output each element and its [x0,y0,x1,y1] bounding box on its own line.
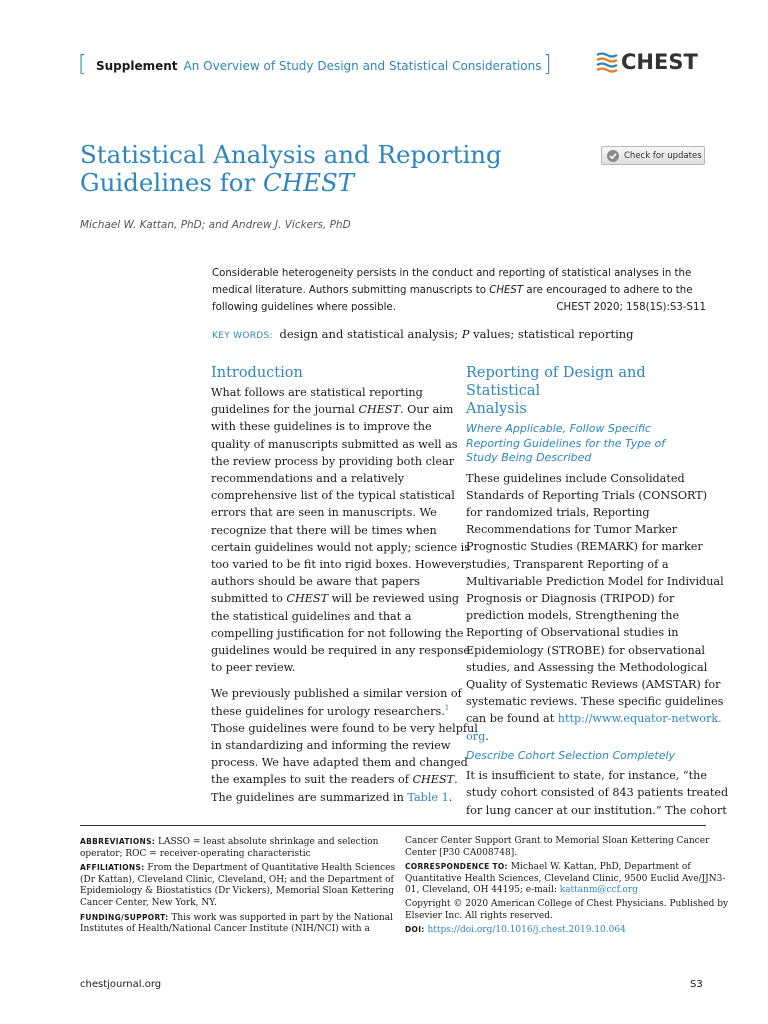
text-line: Where Applicable, Follow Specific [466,422,651,435]
text-line: for randomized trials, Reporting [466,505,650,519]
text-line: process. We have adapted them and changed [211,756,468,770]
chest-logo[interactable] [596,50,698,74]
text-line: prediction models, Strengthening the [466,609,680,623]
abstract-line: following guidelines where possible. CHEST 2020; 158(1S):S3-S11 [212,299,706,316]
journal-citation: CHEST 2020; 158(1S):S3-S11 [556,302,706,313]
equator-link-line: can be found at http://www.equator-network. [466,712,722,726]
abstract-line: Considerable heterogeneity persists in the conduct and reporting of statistical analyses in the [212,268,692,279]
text-line: authors should be aware that papers [211,575,421,589]
correspondence-note: CORRESPONDENCE TO: Michael W. Kattan, PhD, Department of [405,862,691,873]
text-line: study cohort consisted of 843 patients treated [466,786,729,800]
journal-website[interactable]: chestjournal.org [80,979,162,990]
author-list: Michael W. Kattan, PhD; and Andrew J. Vickers, PhD [80,219,351,231]
article-title [80,141,580,197]
text-line: These guidelines include Consolidated [466,471,685,485]
text-line: guidelines for the journal CHEST. Our aim [211,403,454,417]
text-line: Epidemiology & Biostatistics (Dr Vickers), Memorial Sloan Kettering [80,886,395,897]
introduction-paragraph-2: We previously published a similar version of these guidelines for urology researchers.$^1$ Those guidelines were found to be very helpful in standardizing and informing the review process. We have adapted them and changed the examples to suit the readers of CHEST. The guidelines are summarized in Table 1. [211,687,478,804]
reporting-paragraph-2 [466,767,729,819]
text-line: studies, and Assessing the Methodological [466,660,708,674]
introduction-paragraph-1 [211,384,471,676]
section-title[interactable]: An Overview of Study Design and Statistical Considerations [183,59,542,73]
keywords: KEY WORDS: design and statistical analysis; P values; statistical reporting [212,327,634,341]
text-line: Study Being Described [466,451,592,464]
text-line: Prognostic Studies (REMARK) for marker [466,540,703,554]
reporting-column: Reporting of Design and Statistical Analysis Where Applicable, Follow Specific Reporting Guidelines for the Type of Study Being Described These guidelines include Consolidated Standards of Reporting Trials (CONSORT) for randomized trials, Reporting Recommendations for Tumor Marker Prognostic Studies (REMARK) for marker studies, Transparent Reporting of a Multivariable Prediction Model for Individual Prognosis or Diagnosis (TRIPOD) for prediction models, Strengthening the Reporting of Observational studies in Epidemiology (STROBE) for observational studies, and Assessing the Methodological Quality of Systematic Reviews (AMSTAR) for systematic reviews. These specific guidelines can be found at http://www.equator-network. org. Describe Cohort Selection Completely It is insufficient to state, for instance, “the study cohort consisted of 843 patients treated for lung cancer at our institution.” The cohort [466,364,706,819]
text-line: in standardizing and informing the review [211,739,451,753]
text-line: the statistical guidelines and that a [211,609,412,623]
text-line: Cancer Center Support Grant to Memorial Sloan Kettering Cancer [405,836,710,846]
check-for-updates-button[interactable] [601,146,705,165]
text-line: to peer review. [211,661,296,675]
reporting-heading: Reporting of Design and Statistical Analysis [466,365,646,417]
text-line: Reporting Guidelines for the Type of [466,436,666,450]
text-line: certain guidelines would not apply; science is [211,540,470,554]
text-line: It is insufficient to state, for instance, “the [466,769,707,783]
text-line: studies, Transparent Reporting of a [466,557,669,571]
text-line: Standards of Reporting Trials (CONSORT) [466,488,708,502]
title-line-2: Guidelines for [80,168,263,197]
keywords-label: KEY WORDS: [212,331,273,341]
header-bracket-right: ] [543,52,552,77]
text-line: with these guidelines is to improve the [211,420,432,434]
page-number: S3 [690,979,703,990]
introduction-heading: Introduction [211,365,303,381]
text-line: comprehensive list of the typical statistical [211,489,455,503]
correspondence-email-link[interactable]: kattanm@ccf.org [559,885,638,896]
subheading-cohort-selection: Describe Cohort Selection Completely [466,748,676,762]
header-bracket-left: [ [78,52,87,77]
text-line: submitted to CHEST will be reviewed using [211,592,460,606]
text-line: recognize that there will be times when [211,523,437,537]
abstract-line: medical literature. Authors submitting manuscripts to CHEST are encouraged to adhere to the [212,285,693,296]
text-line: Those guidelines were found to be very helpful [211,721,478,735]
equator-network-link[interactable]: http://www.equator-network. [557,712,722,726]
footnotes-right: Cancer Center Support Grant to Memorial Sloan Kettering Cancer Center [P30 CA008748]. CORRESPONDENCE TO: Michael W. Kattan, PhD, Department of Quantitative Health Sciences, Cleveland Clinic, 9500 Euclid Ave/JJN3- 01, Cleveland, OH 44195; e-mail: kattanm@ccf.org Copyright © 2020 American College of Chest Physicians. Published by Elsevier Inc. All rights reserved. DOI: https://doi.org/10.1016/j.chest.2019.10.064 [405,836,729,936]
text-line: Copyright © 2020 American College of Chest Physicians. Published by [405,898,729,909]
abstract [212,265,706,316]
supplement-label: Supplement [96,59,178,73]
text-line: What follows are statistical reporting [211,386,423,399]
table-1-link[interactable]: Table 1 [407,790,449,804]
text-line: Quality of Systematic Reviews (AMSTAR) for [466,677,721,691]
funding-note: FUNDING/SUPPORT: This work was supported in part by the National [80,912,393,923]
doi-link[interactable]: https://doi.org/10.1016/j.chest.2019.10.064 [424,925,626,936]
copyright-note [405,898,729,922]
text-line: for lung cancer at our institution.” The cohort [466,803,727,817]
check-updates-label: Check for updates [624,150,702,161]
text-line: Prognosis or Diagnosis (TRIPOD) for [466,591,675,605]
text-line: recommendations and a relatively [211,472,405,486]
chest-logo-icon [596,51,618,73]
abbreviations-note: ABBREVIATIONS: LASSO = least absolute shrinkage and selection [80,837,379,847]
text-line: systematic reviews. These specific guidelines [466,695,724,709]
chest-logo-text: CHEST [621,50,698,74]
running-header [96,59,542,73]
text-line: the review process by providing both clear [211,454,455,468]
equator-network-link-cont[interactable]: org [466,729,486,743]
text-line: Multivariable Prediction Model for Individual [466,574,724,588]
text-line: Cancer Center, New York, NY. [80,897,217,908]
text-line: (Dr Kattan), Cleveland Clinic, Cleveland, OH; and the Department of [80,874,394,885]
title-line-1: Statistical Analysis and Reporting [80,140,502,169]
text-line: compelling justification for not following the [211,626,464,640]
text-line: Reporting of Observational studies in [466,626,679,640]
text-line: Elsevier Inc. All rights reserved. [405,910,553,921]
reference-1-link[interactable]: 1 [444,703,450,712]
text-line: Recommendations for Tumor Marker [466,523,678,537]
affiliations-note: AFFILIATIONS: From the Department of Quantitative Health Sciences [80,863,396,874]
text-line: errors that are seen in manuscripts. We [211,506,437,520]
footnotes-left: ABBREVIATIONS: LASSO = least absolute shrinkage and selection operator; ROC = receiver-operating characteristic AFFILIATIONS: From the Department of Quantitative Health Sciences (Dr Kattan), Cleveland Clinic, Cleveland, OH; and the Department of Epidemiology & Biostatistics (Dr Vickers), Memorial Sloan Kettering Cancer Center, New York, NY. FUNDING/SUPPORT: This work was supported in part by the National Institutes of Health/National Cancer Institute (NIH/NCI) with a [80,837,396,935]
text-line: Center [P30 CA008748]. [405,847,518,858]
text-line: quality of manuscripts submitted as well as [211,437,458,451]
footnote-divider [80,825,706,826]
text-line: guidelines would be required in any response [211,644,471,658]
subheading-follow-guidelines [466,422,706,466]
check-updates-icon [606,149,620,163]
doi-note: DOI: https://doi.org/10.1016/j.chest.2019.10.064 [405,925,626,936]
title-journal-name: CHEST [263,168,355,197]
text-line: Epidemiology (STROBE) for observational [466,643,705,657]
text-line: too varied to be fit into rigid boxes. However, [211,558,469,572]
